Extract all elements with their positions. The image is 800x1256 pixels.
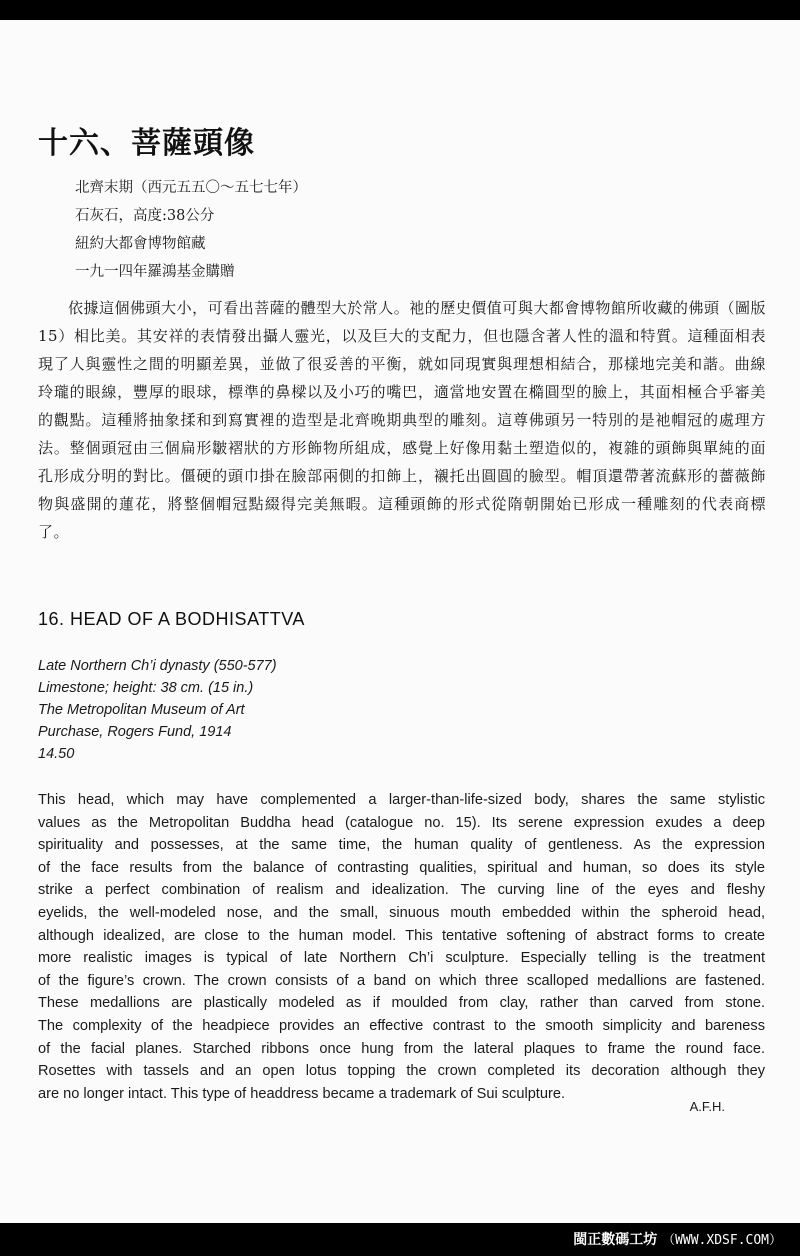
chinese-catalogue-info xyxy=(75,174,307,286)
english-body-line: although idealized, are close to the human model. This tentative softening of abstract forms to create xyxy=(38,927,765,944)
english-body-line: The complexity of the headpiece provides an effective contrast to the smooth simplicity and bareness xyxy=(38,1017,765,1034)
english-body-line: values as the Metropolitan Buddha head (catalogue no. 15). Its serene expression exudes a deep xyxy=(38,814,765,831)
watermark-name: 閩正數碼工坊 xyxy=(573,1232,658,1248)
footer-watermark xyxy=(573,1229,782,1249)
english-body-line: of the face results from the balance of contrasting qualities, spiritual and human, so does its style xyxy=(38,859,765,876)
document-page xyxy=(0,20,800,1223)
english-catalogue-info xyxy=(38,655,277,765)
chinese-meta-material: 石灰石，高度:38公分 xyxy=(75,208,215,224)
english-body-line: of the figure’s crown. The crown consists of a band on which three scalloped medallions are fastened. xyxy=(38,972,765,989)
chinese-body-paragraph: 依據這個佛頭大小，可看出菩薩的體型大於常人。祂的歷史價值可與大都會博物館所收藏的佛頭（圖版15）相比美。其安祥的表情發出攝人靈光，以及巨大的支配力，但也隱含著人性的溫和特質。這種面相表現了人與靈性之間的明顯差異，並做了很妥善的平衡，就如同現實與理想相結合，那樣地完美和諧。曲線玲瓏的眼線，豐厚的眼球，標準的鼻樑以及小巧的嘴巴，適當地安置在橢圓型的臉上，其面相極合乎審美的觀點。這種將抽象揉和到寫實裡的造型是北齊晚期典型的雕刻。這尊佛頭另一特別的是祂帽冠的處理方法。整個頭冠由三個扁形皺褶狀的方形飾物所組成，感覺上好像用黏土塑造似的，複雜的頭飾與單純的面孔形成分明的對比。僵硬的頭巾掛在臉部兩側的扣飾上，襯托出圓圓的臉型。帽頂還帶著流蘇形的薔薇飾物與盛開的蓮花，將整個帽冠點綴得完美無暇。這種頭飾的形式從隋朝開始已形成一種雕刻的代表商標了。 xyxy=(38,299,766,541)
english-meta-period: Late Northern Ch’i dynasty (550-577) xyxy=(38,658,277,674)
english-body-paragraph xyxy=(38,789,765,1105)
chinese-meta-acquisition: 一九一四年羅鴻基金購贈 xyxy=(75,264,235,280)
english-body-line: Rosettes with tassels and an open lotus topping the crown completed its decoration although they xyxy=(38,1063,765,1080)
english-meta-acquisition: Purchase, Rogers Fund, 1914 xyxy=(38,724,232,740)
chinese-meta-period: 北齊末期（西元五五〇～五七七年） xyxy=(75,180,307,196)
english-meta-accession-number: 14.50 xyxy=(38,746,75,762)
english-body-line: spirituality and possesses, at the same time, the human quality of gentleness. As the expression xyxy=(38,837,765,854)
english-body-line: These medallions are plastically modeled as if moulded from clay, rather than carved from stone. xyxy=(38,995,765,1012)
english-body-line: This head, which may have complemented a larger-than-life-sized body, shares the same stylistic xyxy=(38,792,765,808)
english-meta-collection: The Metropolitan Museum of Art xyxy=(38,702,245,718)
english-body-line: more realistic images is typical of late Northern Ch’i sculpture. Especially telling is the treatment xyxy=(38,950,765,967)
english-body-line: eyelids, the well-modeled nose, and the small, sinuous mouth embedded within the spheroid head, xyxy=(38,904,765,921)
english-body-line: of the facial planes. Starched ribbons once hung from the lateral plaques to frame the round face. xyxy=(38,1040,765,1057)
watermark-url: （WWW.XDSF.COM） xyxy=(662,1233,782,1248)
chinese-title: 十六、菩薩頭像 xyxy=(38,126,255,161)
english-body-line: strike a perfect combination of realism and idealization. The curving line of the eyes and fleshy xyxy=(38,882,765,899)
english-title: 16. HEAD OF A BODHISATTVA xyxy=(38,609,305,629)
english-body-line: are no longer intact. This type of headdress became a trademark of Sui sculpture. xyxy=(38,1085,566,1102)
chinese-meta-collection: 紐約大都會博物館藏 xyxy=(75,236,206,252)
english-meta-material: Limestone; height: 38 cm. (15 in.) xyxy=(38,680,254,696)
author-initials: A.F.H. xyxy=(689,1099,725,1114)
